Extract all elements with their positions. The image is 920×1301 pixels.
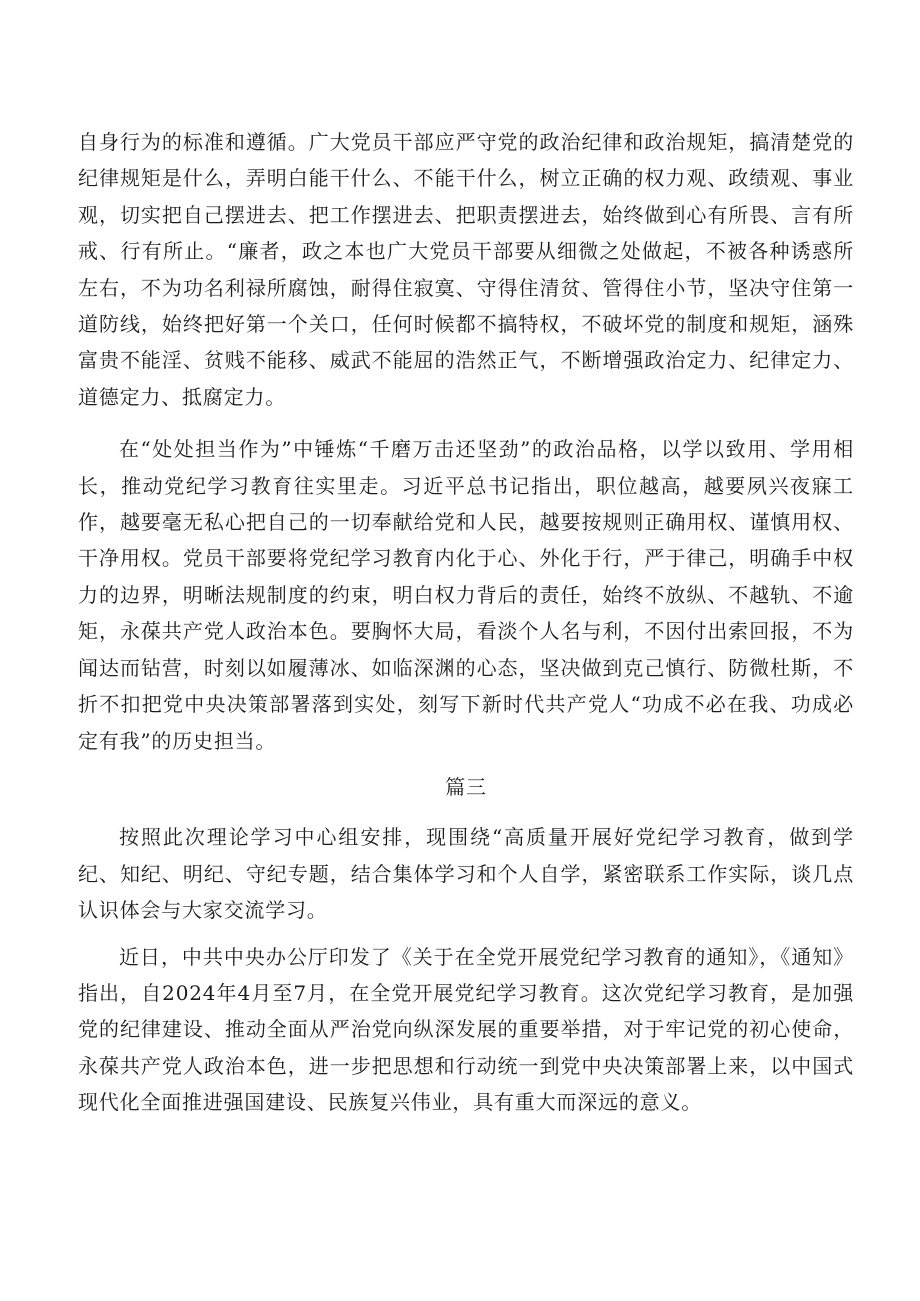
section-heading: 篇三 [445,774,487,799]
document-body [78,124,854,1121]
body-paragraph: 在“处处担当作为”中锤炼“千磨万击还坚劲”的政治品格，以学以致用、学用相长，推动党纪学习教育往实里走。习近平总书记指出，职位越高，越要夙兴夜寐工作，越要毫无私心把自己的一切奉献给党和人民，越要按规则正确用权、谨慎用权、干净用权。党员干部要将党纪学习教育内化于心、外化于行，严于律己，明确手中权力的边界，明晰法规制度的约束，明白权力背后的责任，始终不放纵、不越轨、不逾矩，永葆共产党人政治本色。要胸怀大局，看淡个人名与利，不因付出索回报，不为闻达而钻营，时刻以如履薄冰、如临深渊的心态，坚决做到克己慎行、防微杜斯，不折不扣把党中央决策部署落到实处，刻写下新时代共产党人“功成不必在我、功成必定有我”的历史担当。 [78,437,854,753]
body-paragraph: 按照此次理论学习中心组安排，现围绕“高质量开展好党纪学习教育，做到学纪、知纪、明纪、守纪专题，结合集体学习和个人自学，紧密联系工作实际，谈几点认识体会与大家交流学习。 [78,825,854,923]
body-paragraph: 近日，中共中央办公厅印发了《关于在全党开展党纪学习教育的通知》，《通知》指出，自2024年4月至7月，在全党开展党纪学习教育。这次党纪学习教育，是加强党的纪律建设、推动全面从严治党向纵深发展的重要举措，对于牢记党的初心使命，永葆共产党人政治本色，进一步把思想和行动统一到党中央决策部署上来，以中国式现代化全面推进强国建设、民族复兴伟业，具有重大而深远的意义。 [78,944,854,1115]
body-paragraph: 自身行为的标准和遵循。广大党员干部应严守党的政治纪律和政治规矩，搞清楚党的纪律规矩是什么，弄明白能干什么、不能干什么，树立正确的权力观、政绩观、事业观，切实把自己摆进去、把工作摆进去、把职责摆进去，始终做到心有所畏、言有所戒、行有所止。“廉者，政之本也广大党员干部要从细微之处做起，不被各种诱惑所左右，不为功名利禄所腐蚀，耐得住寂寞、守得住清贫、管得住小节，坚决守住第一道防线，始终把好第一个关口，任何时候都不搞特权，不破坏党的制度和规矩，涵殊富贵不能淫、贫贱不能移、威武不能屈的浩然正气，不断增强政治定力、纪律定力、道德定力、抵腐定力。 [78,130,854,409]
